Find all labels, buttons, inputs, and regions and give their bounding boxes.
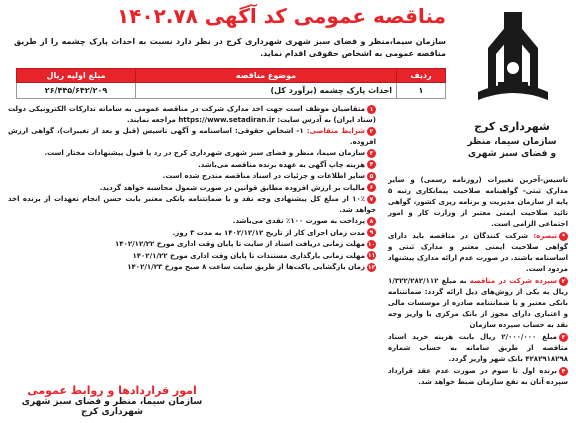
item-number-badge: ۱ [367,105,376,114]
condition-item [388,231,568,275]
item-text: سازمان سیما، منظر و فضای سبز شهری شهرداری کرج در رد یا قبول پیشنهادات مختار است. [44,149,365,157]
item-number-badge: ۸ [367,217,376,226]
cell-subject: احداث پارک چشمه (برآورد کل) [136,83,397,99]
item-number-badge: ۲ [367,127,376,136]
karaj-municipality-logo-icon [468,8,558,118]
item-text: مهلت زمانی دریافت اسناد از سایت تا پایان وقت اداری مورخ ۱۴۰۲/۱۲/۲۲ [115,240,365,248]
item-text: هزینه چاپ آگهی به عهده برنده مناقصه می‌باشد. [198,160,365,169]
cell-row-number: ۱ [397,83,446,99]
item-text: سایر اطلاعات و جزئیات در اسناد مناقصه مندرج شده است. [162,172,365,180]
conditions-column-right [388,175,568,389]
item-text: مبلغ ۲/۰۰۰/۰۰۰ ریال بابت هزینه خرید اسناد مناقصه از طریق سامانه به حساب شماره ۴۲۸۲۹۱۸۲۹۸ بانک شهر واریز گردد. [388,333,568,363]
notice-title: مناقصه عمومی کد آگهی ۱۴۰۲.۷۸ [116,4,446,28]
condition-item [8,251,376,262]
item-text: شرکت کنندگان در مناقصه باید دارای گواهی صلاحیت ایمنی معتبر و مدارک ثبتی و اساسنامه باشند. در صورت عدم ارائه مدارک پیشنهاد مردود است. [388,232,568,273]
item-text: تاسیس-آخرین تغییرات (روزنامه رسمی) و سایر مدارک ثبتی- گواهینامه صلاحیت پیمانکاری رتبه ۵ پایه از سازمان مدیریت و برنامه ریزی کشور، گواهی تائید صلاحیت ایمنی معتبر از وزارت کار و امور اجتماعی الزامی است. [388,176,568,228]
item-number-badge: ۷ [367,195,376,204]
footer-org: سازمان سیما، منظر و فضای سبز شهری شهرداری کرج [21,397,203,417]
table-row [17,83,446,99]
item-text: زمان بازگشایی پاکت‌ها از طریق سایت ساعت ۸ صبح مورخ ۱۴۰۲/۱/۲۳ [127,263,365,271]
item-text: ۱۰٪ از مبلغ کل پیشنهادی وجه نقد و یا ضمانتنامه بانکی معتبر بابت حسن انجام تعهدات از برنده اخذ خواهد شد. [8,195,376,214]
condition-item [8,126,376,147]
item-number-badge: ۱۱ [367,252,376,259]
item-text: ۱- اشخاص حقوقی: اساسنامه و آگهی تاسیس (قبل و بعد از تغییرات)، گواهی ارزش افزوده. [8,127,376,146]
logo-org-name [456,136,568,160]
item-number-badge: * [559,232,568,241]
condition-item [388,276,568,331]
condition-item [8,148,376,159]
condition-item [8,171,376,182]
item-number-badge: ۳ [367,149,376,158]
item-number-badge: ۹ [367,228,376,237]
item-number-badge: ۱۰ [367,240,376,248]
table-header-row [17,69,446,83]
item-label: شرایط متقاضی: [306,127,366,135]
tender-table [16,68,446,99]
condition-item [8,194,376,215]
header-amount: مبلغ اولیه ریال [17,69,136,83]
condition-item [8,239,376,250]
item-text: برنده اول تا سوم در صورت عدم عقد قرارداد سپرده آنان به نفع سازمان ضبط خواهد شد. [388,367,568,386]
condition-item [388,175,568,230]
item-number-badge: ۱۲ [367,263,376,271]
condition-item [8,104,376,125]
item-text: پرداخت به صورت ۱۰۰٪ نقدی می‌باشد. [232,217,365,225]
notice-subtitle: سازمان سیما،منظر و فضای سبز شهری شهرداری کرج در نظر دارد نسبت به احداث پارک چشمه را از طریق مناقصه عمومی به اشخاص حقوقی اقدام نماید. [14,37,446,58]
condition-item [8,216,376,227]
condition-item [8,183,376,194]
condition-item [388,366,568,388]
header-row-number: ردیف [397,69,446,83]
condition-item [8,160,376,171]
condition-item [8,262,376,273]
condition-item [388,332,568,365]
item-number-badge: ۵ [367,172,376,181]
footer-signature [12,384,212,417]
item-label: سپرده شرکت در مناقصه [469,277,557,285]
item-label: تبصره: [533,232,558,240]
logo-block [456,8,568,168]
footer-dept: امور قراردادها و روابط عمومی [27,384,197,397]
item-number-badge: ۳ [559,333,568,342]
condition-item [8,228,376,239]
item-text: متقاضیان موظف است جهت اخذ مدارک شرکت در مناقصه عمومی به سامانه تدارکات الکترونیکی دولت (ستاد ایران) به آدرس سایت: https://www.setadiran.ir مراجعه نمایند. [8,105,376,124]
item-number-badge: ۲ [559,277,568,286]
item-text: مالیات بر ارزش افزوده مطابق قوانین در صورت شمول محاسبه خواهد گردید. [99,183,365,192]
logo-org-line1: سازمان سیما، منظر [467,137,557,147]
item-number-badge: ۶ [367,183,376,192]
item-text: به مبلغ ۱/۳۲۲/۲۸۲/۱۱۲ ریال به یکی از روش‌های ذیل ارائه گردد: ضمانتنامه بانکی معتبر و یا ضمانتنامه صادره از موسسات مالی و اعتباری دارای مجوز از بانک مرکزی یا واریز وجه نقد به حساب سپرده سازمان [388,277,568,329]
item-text: مهلت زمانی بارگذاری مستندات تا پایان وقت اداری مورخ ۱۴۰۲/۱/۲۲ [132,251,365,260]
cell-amount: ۲۶/۴۴۵/۶۴۲/۲۰۹ [17,83,136,99]
header-subject: موضوع مناقصه [136,69,397,83]
item-number-badge: ۴ [559,367,568,376]
item-text: مدت زمان اجرای کار از تاریخ ۱۴۰۲/۱۲/۱۲ به مدت ۳ روز. [172,228,365,237]
conditions-column-left [8,104,376,274]
logo-org-line2: و فضای سبز شهری [467,149,557,159]
item-number-badge: ۴ [367,160,376,169]
logo-city-name: شهرداری کرج [474,120,550,133]
